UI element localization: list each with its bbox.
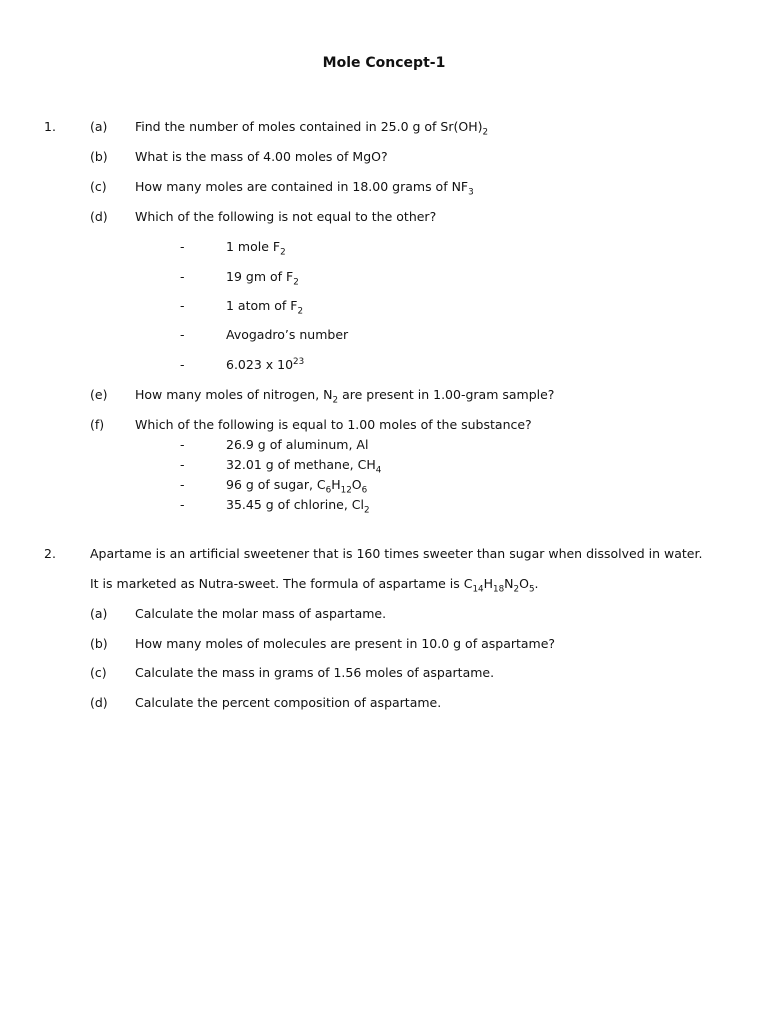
q1-f-text: Which of the following is equal to 1.00 moles of the substance?: [135, 417, 532, 432]
q2-line2-sub-o: 5: [528, 584, 535, 595]
q2-line2-sub-n: 2: [513, 584, 520, 595]
q2-line2-sub-c: 14: [472, 584, 484, 595]
q1-f-option-3-text: 96 g of sugar, C: [226, 477, 326, 492]
q1-f-option-1: [226, 436, 368, 454]
q1-f-option-4-text: 35.45 g of chlorine, Cl: [226, 497, 364, 512]
q1-d-option-5-dash: -: [180, 357, 185, 372]
q2-c-text: Calculate the mass in grams of 1.56 moles of aspartame.: [135, 665, 495, 680]
q1-f-option-2: [226, 456, 381, 474]
q1-a-text: [135, 118, 488, 136]
q1-a-subscript: 2: [482, 127, 489, 138]
q1-d-option-4-dash: -: [180, 327, 185, 342]
q1-d-option-2: [226, 268, 299, 286]
q1-e-label: (e): [90, 387, 108, 402]
q1-e-subscript: 2: [332, 395, 339, 406]
q1-d-option-3-dash: -: [180, 298, 185, 313]
q1-f-option-4-dash: -: [180, 497, 185, 512]
q1-d-option-4: [226, 326, 348, 344]
q2-d-text: Calculate the percent composition of aspartame.: [135, 695, 442, 710]
q1-d-label: (d): [90, 209, 108, 224]
q2-b-label: (b): [90, 636, 108, 651]
page-title: Mole Concept-1: [322, 55, 446, 71]
q1-f-label: (f): [90, 417, 105, 432]
q1-a-label: (a): [90, 119, 108, 134]
q1-e-post: are present in 1.00-gram sample?: [338, 387, 555, 402]
q1-f-option-3: [226, 476, 367, 494]
q2-line2-o: O: [519, 576, 529, 591]
q1-d-option-2-dash: -: [180, 269, 185, 284]
q1-d-option-4-text: Avogadro’s number: [226, 327, 349, 342]
q1-f-option-1-dash: -: [180, 437, 185, 452]
q1-f-option-2-text: 32.01 g of methane, CH: [226, 457, 376, 472]
q1-d-option-3-text: 1 atom of F: [226, 298, 298, 313]
q1-f-option-3-sub-3: 6: [361, 485, 368, 496]
q1-c-main: How many moles are contained in 18.00 grams of NF: [135, 179, 469, 194]
q1-f-option-2-dash: -: [180, 457, 185, 472]
q2-line2-pre: It is marketed as Nutra-sweet. The formula of aspartame is C: [90, 576, 473, 591]
q1-d-option-5-text: 6.023 x 10: [226, 357, 294, 372]
q1-d-option-1-text: 1 mole F: [226, 239, 281, 254]
q2-line2-sub-h: 18: [493, 584, 505, 595]
q1-d-option-1-dash: -: [180, 239, 185, 254]
q1-f-option-3-h: H: [331, 477, 341, 492]
q1-f-option-2-sub: 4: [375, 465, 382, 476]
q1-f-option-3-sub-2: 12: [340, 485, 352, 496]
q1-f-option-1-text: 26.9 g of aluminum, Al: [226, 437, 369, 452]
q2-intro-line-1: Apartame is an artificial sweetener that is 160 times sweeter than sugar when dissolved in water.: [90, 546, 703, 561]
q2-intro-line-2: [90, 575, 539, 593]
q1-b-label: (b): [90, 149, 108, 164]
q1-c-subscript: 3: [468, 187, 474, 198]
q1-d-option-1-sub: 2: [280, 247, 286, 258]
q2-b-text: How many moles of molecules are present in 10.0 g of aspartame?: [135, 636, 556, 651]
q1-a-main: Find the number of moles contained in 25.0 g of Sr(OH): [135, 119, 483, 134]
q1-c-label: (c): [90, 179, 107, 194]
q1-d-option-5: [226, 356, 304, 374]
q2-line2-h: H: [483, 576, 494, 591]
q2-d-label: (d): [90, 695, 108, 710]
q2-line2-post: .: [534, 576, 539, 591]
q2-a-text: Calculate the molar mass of aspartame.: [135, 606, 387, 621]
q1-e-pre: How many moles of nitrogen, N: [135, 387, 333, 402]
q1-f-option-3-o: O: [351, 477, 362, 492]
q1-e-text: [135, 386, 554, 404]
q1-d-option-1: [226, 238, 286, 256]
q2-line2-n: N: [504, 576, 514, 591]
q1-d-text: Which of the following is not equal to the other?: [135, 209, 437, 224]
q1-d-option-2-text: 19 gm of F: [226, 269, 294, 284]
q1-d-option-3-sub: 2: [297, 306, 304, 317]
question-2-number: 2.: [44, 546, 56, 561]
q2-c-label: (c): [90, 665, 107, 680]
q1-f-option-4-sub: 2: [363, 505, 370, 516]
q2-a-label: (a): [90, 606, 108, 621]
q1-d-option-5-sup: 23: [293, 356, 305, 367]
q1-f-option-4: [226, 496, 370, 514]
q1-c-text: [135, 178, 474, 196]
q1-f-option-3-sub-1: 6: [325, 485, 332, 496]
question-1-number: 1.: [44, 119, 56, 134]
q1-d-option-3: [226, 297, 303, 315]
q1-b-text: What is the mass of 4.00 moles of MgO?: [135, 149, 388, 164]
q1-f-option-3-dash: -: [180, 477, 185, 492]
q1-d-option-2-sub: 2: [293, 277, 299, 288]
